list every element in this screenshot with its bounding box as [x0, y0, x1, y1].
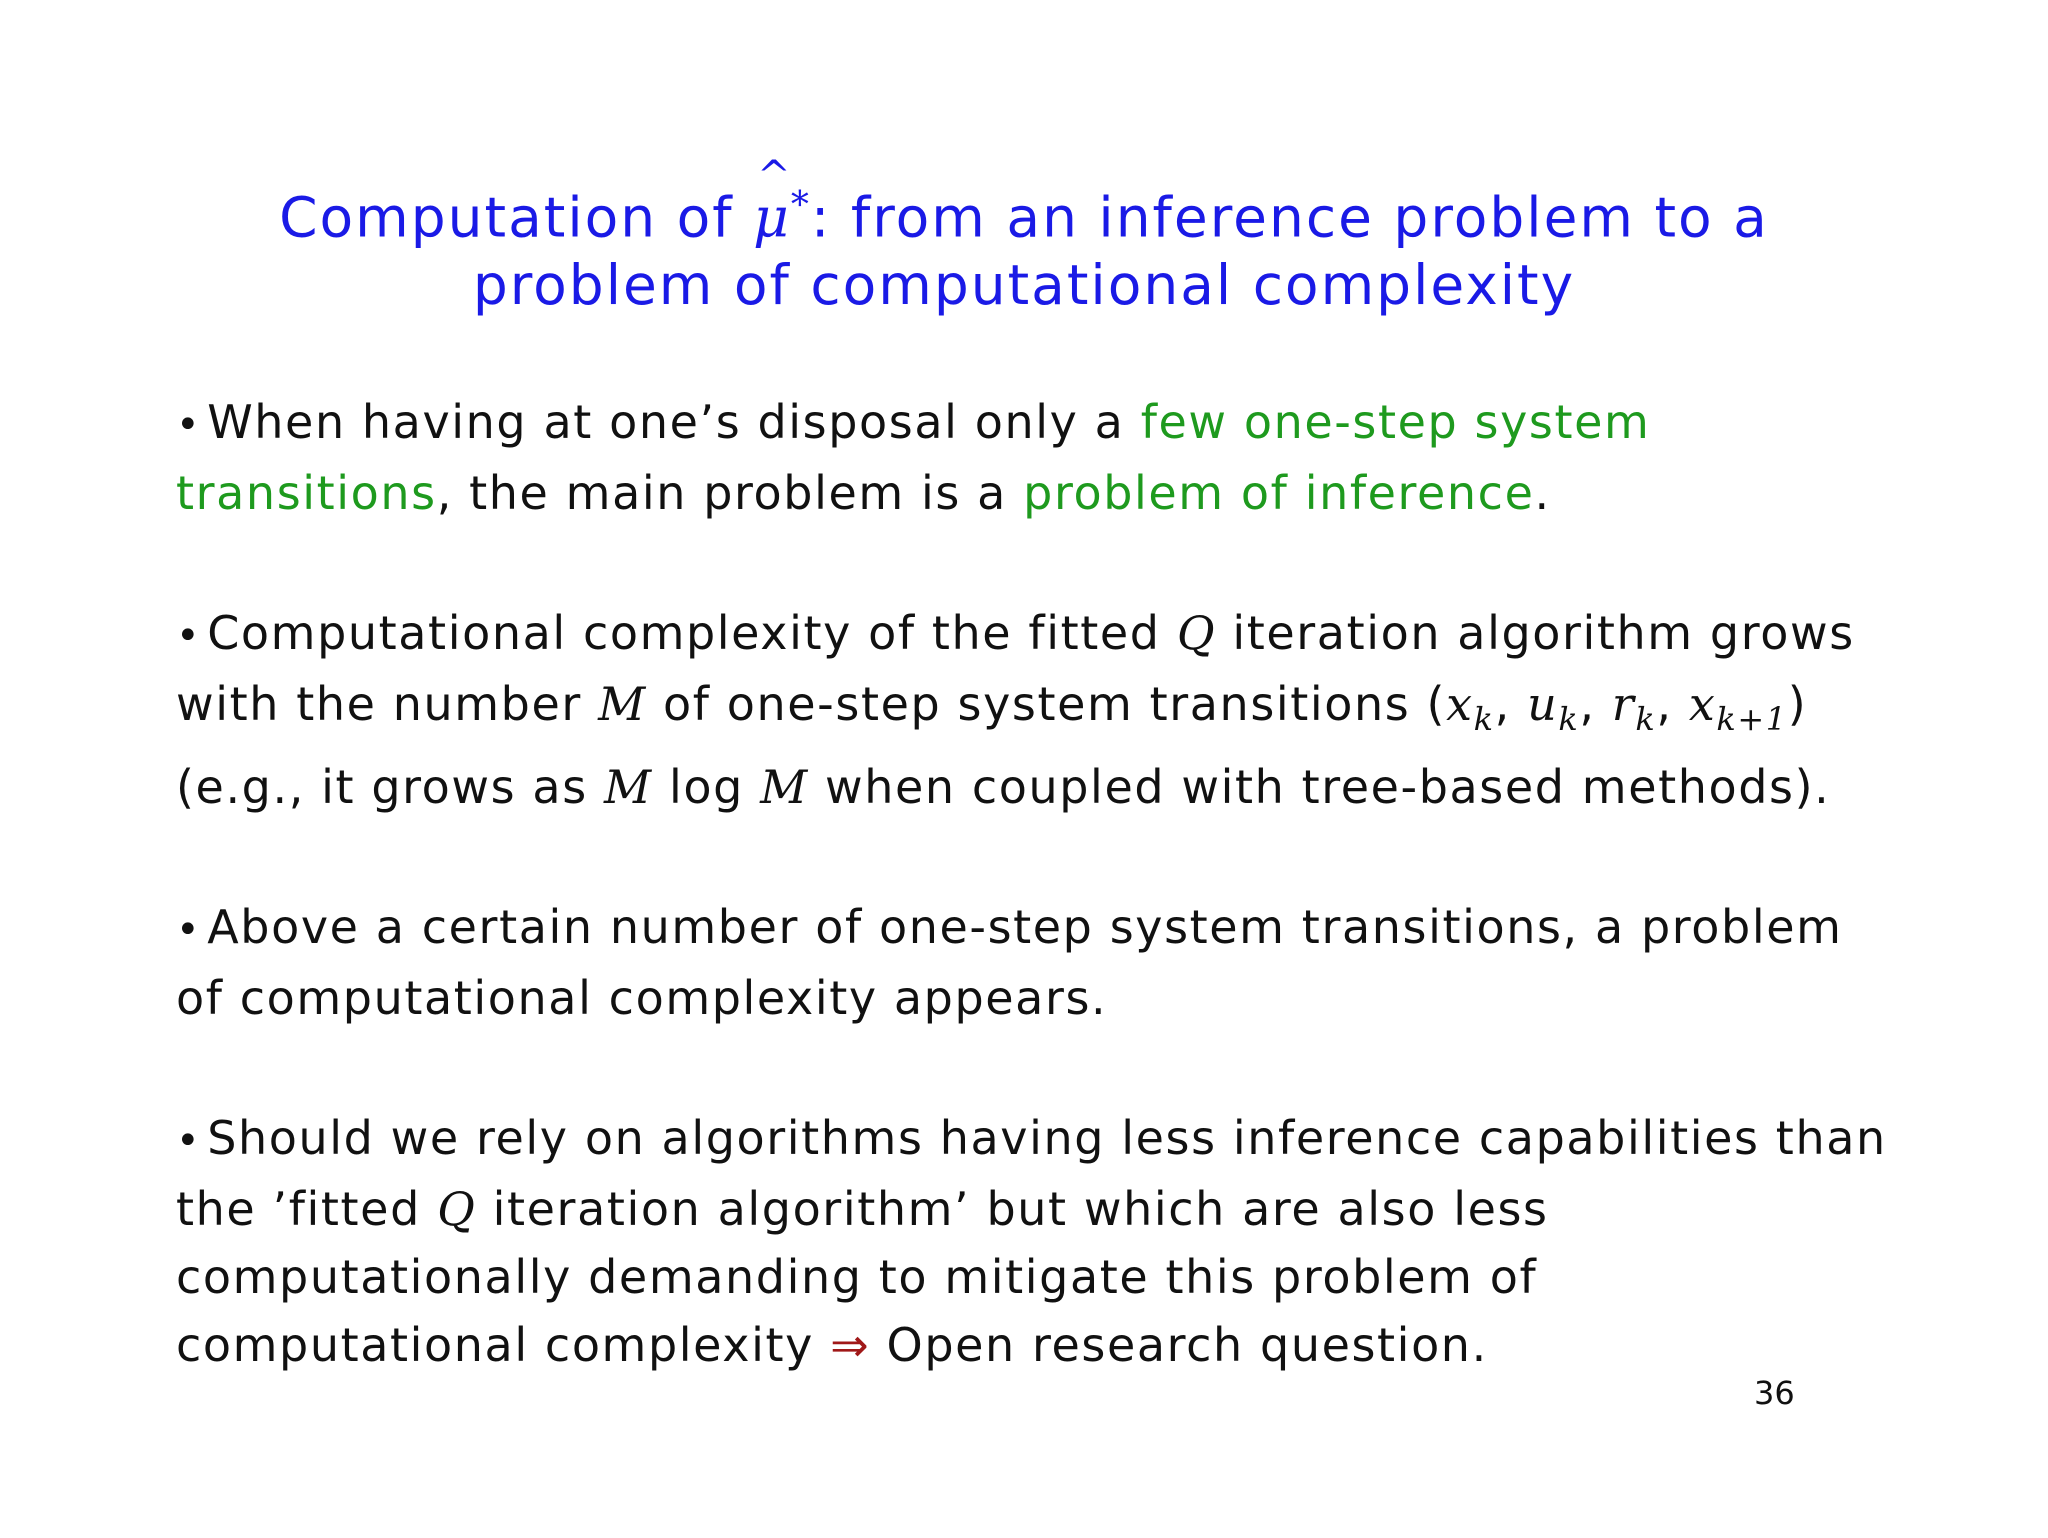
bullet-text: the ’fitted — [176, 1182, 438, 1236]
bullet-text: Above a certain number of one-step system transitions, a problem — [207, 900, 1843, 954]
math-subscript: k — [1473, 700, 1495, 738]
bullet-line — [176, 599, 1936, 670]
math-u: u — [1527, 677, 1559, 731]
bullet-line: of computational complexity appears. — [176, 971, 1108, 1025]
bullet-text: Should we rely on algorithms having less inference capabilities than — [207, 1111, 1887, 1165]
implies-arrow-icon: ⇒ — [830, 1318, 871, 1372]
title-line-2: problem of computational complexity — [472, 253, 1576, 318]
bullet-text: with the number — [176, 677, 599, 731]
math-m: M — [760, 760, 809, 814]
math-log: log — [652, 760, 761, 814]
bullet-text: (e.g., it grows as — [176, 760, 605, 814]
math-q: Q — [437, 1182, 477, 1236]
mu-letter: μ — [753, 185, 791, 250]
bullet-marker: • — [176, 613, 202, 659]
bullet-text: iteration algorithm grows — [1216, 606, 1855, 660]
bullet-item-open-question — [176, 1104, 1936, 1379]
math-m: M — [598, 677, 647, 731]
bullet-text: computational complexity — [176, 1318, 831, 1372]
title-line-1 — [0, 153, 2048, 251]
math-comma: , — [1579, 677, 1612, 731]
bullet-line — [176, 893, 1936, 964]
bullet-text: . — [1534, 466, 1551, 520]
bullet-text: , the main problem is a — [436, 466, 1024, 520]
bullet-line — [176, 388, 1936, 459]
bullet-line — [176, 670, 1936, 753]
highlight-text: transitions — [176, 466, 437, 520]
bullet-line — [176, 1311, 1936, 1379]
bullet-text: iteration algorithm’ but which are also less — [476, 1182, 1549, 1236]
bullet-text: Computational complexity of the fitted — [207, 606, 1177, 660]
slide-title — [0, 153, 2048, 319]
bullet-item-complexity-growth — [176, 599, 1936, 821]
math-subscript: k — [1558, 700, 1580, 738]
highlight-text: few one-step system — [1140, 395, 1651, 449]
bullet-marker: • — [176, 402, 202, 448]
bullet-text: when coupled with tree-based methods). — [808, 760, 1831, 814]
math-subscript: k+1 — [1716, 700, 1788, 738]
math-subscript: k — [1635, 700, 1657, 738]
math-x: x — [1688, 677, 1717, 731]
hat-accent: ^ — [757, 153, 793, 199]
math-m: M — [604, 760, 653, 814]
title-text-start: Computation of — [279, 185, 754, 250]
bullet-text: ) — [1787, 677, 1808, 731]
math-r: r — [1611, 677, 1636, 731]
math-q: Q — [1176, 606, 1217, 660]
highlight-text: problem of inference — [1023, 466, 1535, 520]
bullet-line: computationally demanding to mitigate this problem of — [176, 1250, 1538, 1304]
bullet-text: When having at one’s disposal only a — [207, 395, 1141, 449]
math-comma: , — [1494, 677, 1528, 731]
mu-hat-star-symbol — [753, 153, 811, 251]
bullet-item-threshold — [176, 893, 1936, 1032]
star-superscript: * — [790, 185, 811, 226]
bullet-line — [176, 753, 1936, 821]
math-comma: , — [1656, 677, 1689, 731]
bullet-marker: • — [176, 907, 202, 953]
math-x: x — [1446, 677, 1474, 731]
bullet-item-inference — [176, 388, 1936, 527]
bullet-line — [176, 1104, 1936, 1175]
bullet-text: Open research question. — [870, 1318, 1488, 1372]
bullet-line — [176, 459, 1936, 527]
title-text-end: : from an inference problem to a — [810, 185, 1769, 250]
bullet-text: of one-step system transitions ( — [646, 677, 1447, 731]
bullet-list — [176, 388, 1936, 1451]
bullet-line — [176, 1175, 1936, 1243]
bullet-marker: • — [176, 1118, 202, 1164]
page-number: 36 — [1754, 1374, 1795, 1412]
